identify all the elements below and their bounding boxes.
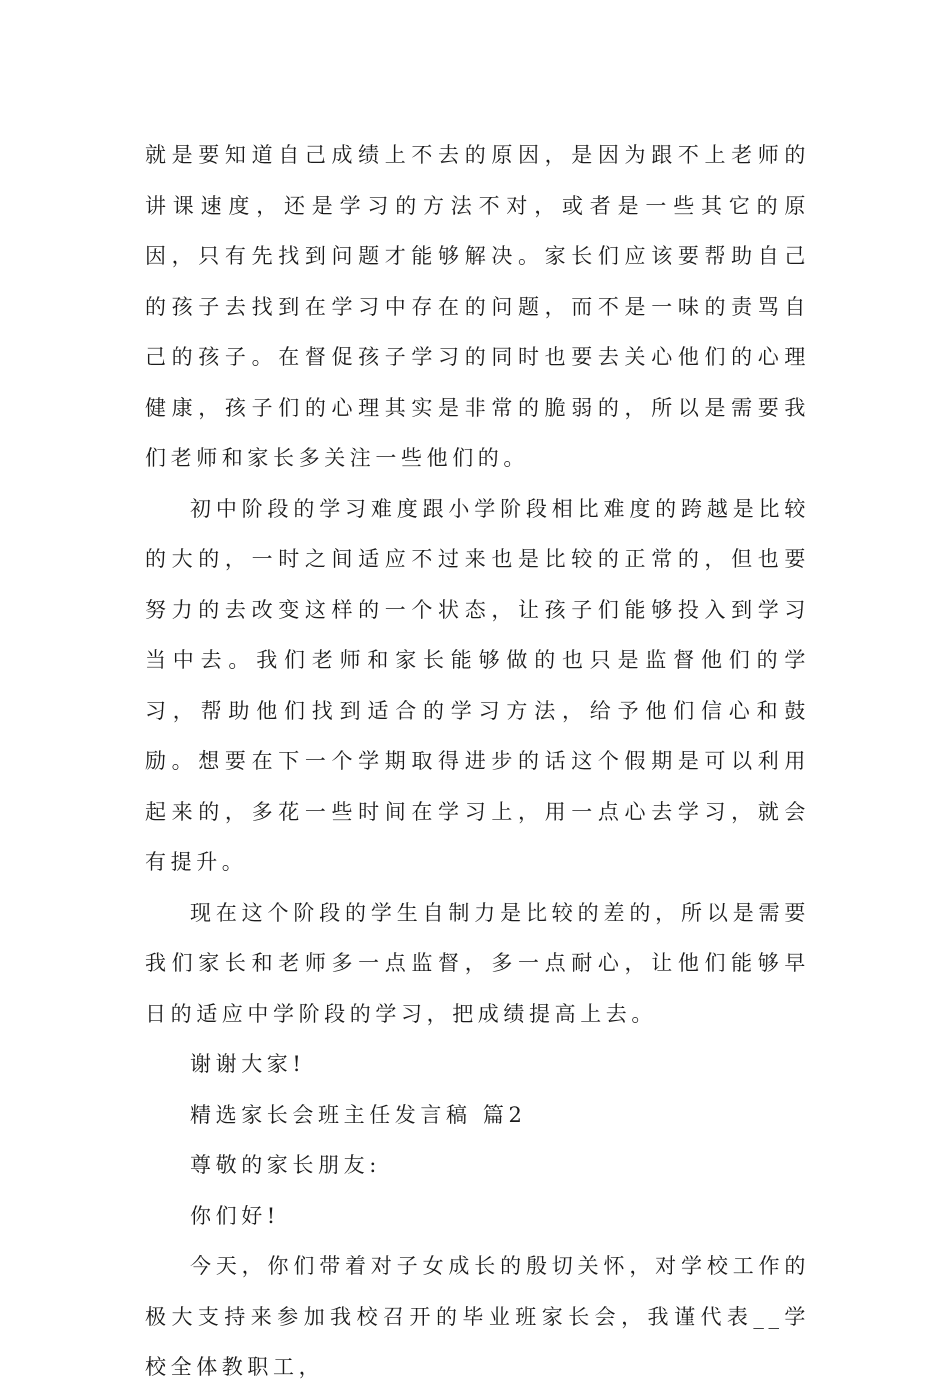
salutation: 尊敬的家长朋友:: [190, 1153, 381, 1177]
paragraph-today: 今天，你们带着对子女成长的殷切关怀，对学校工作的极大支持来参加我校召开的毕业班家长会，我谨代表__学校全体教职工，: [145, 1254, 810, 1379]
paragraph-continuation: 就是要知道自己成绩上不去的原因，是因为跟不上老师的讲课速度，还是学习的方法不对，或者是一些其它的原因，只有先找到问题才能够解决。家长们应该要帮助自己的孩子去找到在学习中存在的问题，而不是一味的责骂自己的孩子。在督促孩子学习的同时也要去关心他们的心理健康，孩子们的心理其实是非常的脆弱的，所以是需要我们老师和家长多关注一些他们的。: [145, 143, 810, 470]
paragraph-self-control: 现在这个阶段的学生自制力是比较的差的，所以是需要我们家长和老师多一点监督，多一点耐心，让他们能够早日的适应中学阶段的学习，把成绩提高上去。: [145, 900, 810, 1026]
document-body: [145, 130, 810, 1393]
section-heading: 精选家长会班主任发言稿 篇2: [190, 1102, 527, 1127]
greeting: 你们好!: [190, 1203, 280, 1228]
closing-thanks: 谢谢大家!: [190, 1052, 306, 1076]
paragraph-junior-high: 初中阶段的学习难度跟小学阶段相比难度的跨越是比较的大的，一时之间适应不过来也是比较的正常的，但也要努力的去改变这样的一个状态，让孩子们能够投入到学习当中去。我们老师和家长能够做的也只是监督他们的学习，帮助他们找到适合的学习方法，给予他们信心和鼓励。想要在下一个学期取得进步的话这个假期是可以利用起来的，多花一些时间在学习上，用一点心去学习，就会有提升。: [145, 496, 810, 874]
